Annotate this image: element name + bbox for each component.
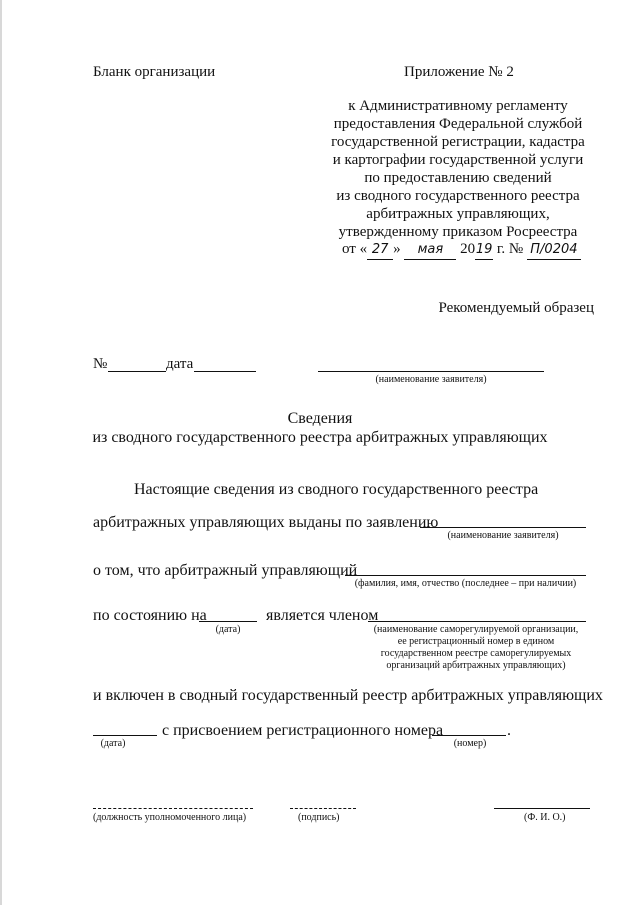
appendix-line: арбитражных управляющих, [366, 206, 550, 222]
body-line-5: и включен в сводный государственный реестр арбитражных управляющих [93, 687, 603, 704]
date-year-prefix: 20 [460, 241, 476, 257]
sro-caption-line: организаций арбитражных управляющих) [386, 660, 566, 671]
date-mid: » [393, 241, 401, 257]
body-line-2: арбитражных управляющих выданы по заявлению [93, 514, 439, 531]
appendix-line: и картографии государственной услуги [332, 152, 584, 168]
appendix-line: из сводного государственного реестра [336, 188, 580, 204]
applicant-line [318, 371, 544, 372]
sro-caption [356, 624, 596, 672]
appendix-line: по предоставлению сведений [364, 170, 552, 186]
registration-date-line [93, 735, 157, 736]
date-day-handwritten: 27 [367, 241, 393, 260]
appendix-title: Приложение № 2 [404, 64, 514, 80]
fio-caption: (Ф. И. О.) [524, 812, 566, 823]
request-number-label: № [93, 356, 108, 372]
page-edge [0, 0, 2, 905]
signature-line [290, 808, 356, 809]
order-number-handwritten: П/0204 [527, 241, 581, 260]
body-line-4a: по состоянию на [93, 607, 207, 624]
body-line-6-end: . [507, 722, 511, 739]
order-date-line [342, 240, 581, 260]
appendix-line: государственной регистрации, кадастра [331, 134, 585, 150]
registration-number-line [432, 735, 506, 736]
body-line-4b: является членом [266, 607, 379, 624]
body-line-1: Настоящие сведения из сводного государственного реестра [134, 481, 539, 498]
appendix-line: утвержденному приказом Росреестра [338, 224, 578, 240]
body-line-6: с присвоением регистрационного номера [162, 722, 444, 739]
doc-subtitle: из сводного государственного реестра арбитражных управляющих [92, 429, 548, 446]
registration-date-caption: (дата) [100, 738, 126, 749]
request-number-line [108, 371, 166, 372]
sro-line [368, 621, 586, 622]
request-date-label: дата [166, 356, 194, 372]
applicant-caption: (наименование заявителя) [375, 374, 487, 385]
recommended-sample-label: Рекомендуемый образец [438, 300, 594, 316]
sro-caption-line: государственном реестре саморегулируемых [380, 648, 572, 659]
manager-name-line [345, 575, 586, 576]
date-month-handwritten: мая [404, 241, 456, 260]
org-blank-label: Бланк организации [93, 64, 216, 80]
sro-caption-line: ее регистрационный номер в едином [397, 636, 555, 647]
manager-name-caption: (фамилия, имя, отчество (последнее – при наличии) [354, 578, 577, 589]
fio-line [494, 808, 590, 809]
position-caption: (должность уполномоченного лица) [93, 812, 247, 823]
member-date-caption: (дата) [215, 624, 241, 635]
signature-caption: (подпись) [298, 812, 340, 823]
position-line [93, 808, 253, 809]
applicant-name-line [420, 527, 586, 528]
body-line-3: о том, что арбитражный управляющий [93, 562, 358, 579]
date-year-suffix: г. № [496, 241, 524, 257]
doc-title: Сведения [287, 410, 353, 427]
appendix-line: к Административному регламенту [348, 98, 568, 114]
appendix-line: предоставления Федеральной службой [333, 116, 583, 132]
appendix-block [318, 97, 598, 241]
date-year-handwritten: 19 [475, 241, 493, 260]
member-date-line [199, 621, 257, 622]
date-prefix: от « [342, 241, 368, 257]
applicant-name-caption: (наименование заявителя) [447, 530, 559, 541]
request-date-line [194, 371, 256, 372]
sro-caption-line: (наименование саморегулируемой организации, [373, 624, 579, 635]
registration-number-caption: (номер) [453, 738, 487, 749]
